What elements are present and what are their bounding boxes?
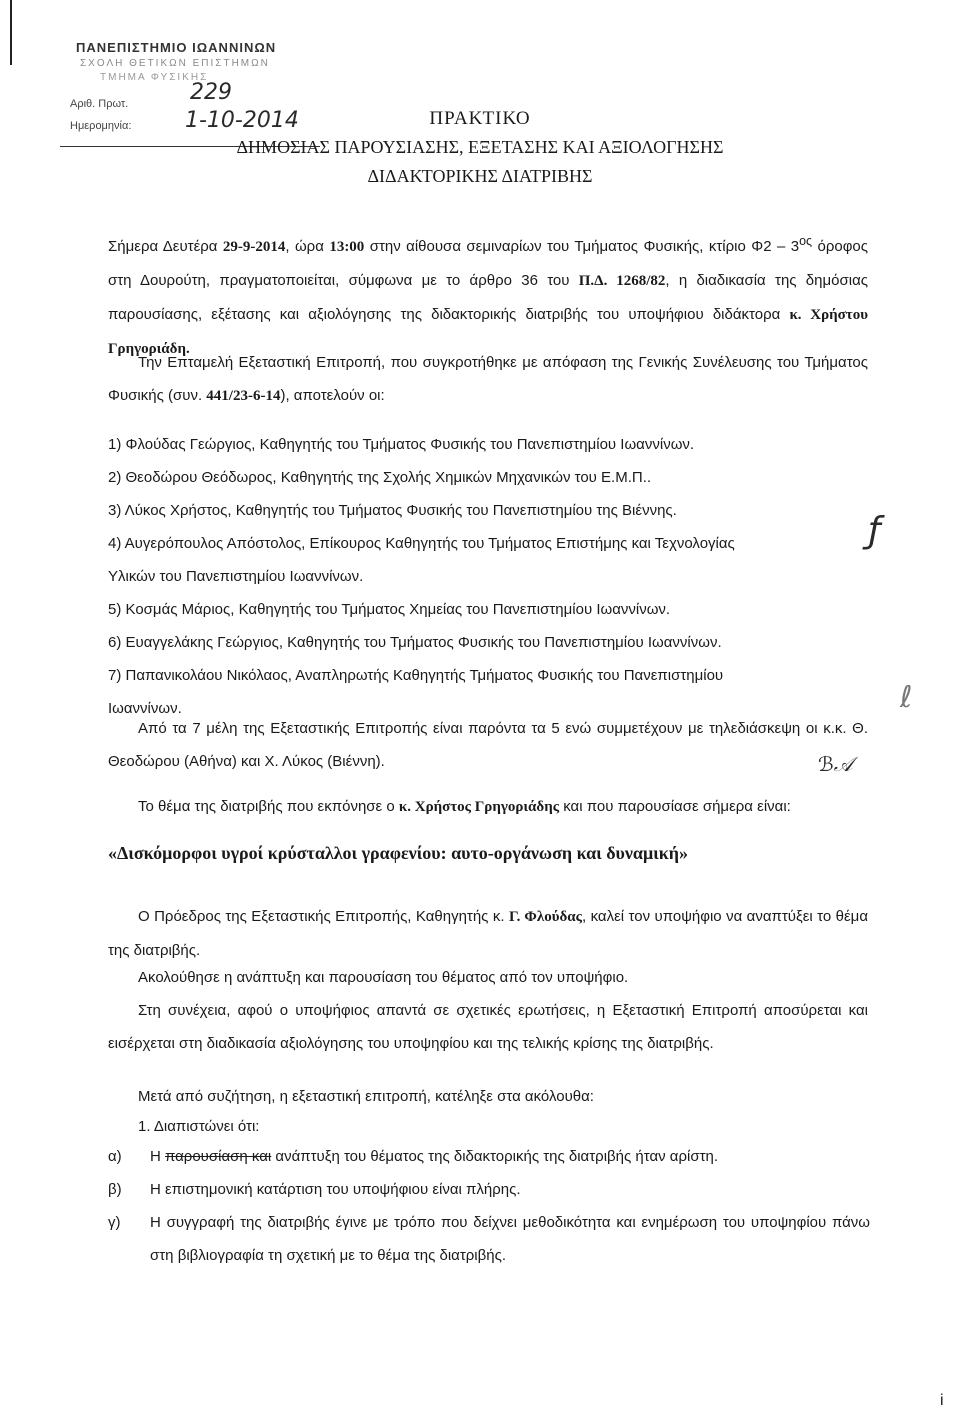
struck-text: παρουσίαση και [165,1148,272,1165]
text: ), αποτελούν οι: [280,387,385,404]
presentation-paragraph: Ακολούθησε η ανάπτυξη και παρουσίαση του θέματος από τον υποψήφιο. [138,969,629,986]
committee-member: 7) Παπανικολάου Νικόλαος, Αναπληρωτής Καθηγητής Τμήματος Φυσικής του Πανεπιστημίου [108,667,724,684]
text: Την Επταμελή Εξεταστική Επιτροπή, που συγκροτήθηκε με απόφαση της Γενικής Συνέλευσης του Τμήματος Φυσικής (συν. [108,354,868,404]
signature-scribble: ℓ [900,680,913,715]
superscript: ος [799,234,813,248]
finding-item [0,1140,960,1173]
text: στην αίθουσα σεμιναρίων του Τμήματος Φυσικής, κτίριο Φ2 – 3 [364,238,800,255]
finding-text [150,1140,870,1173]
text: Η [150,1148,165,1165]
finding-item [0,1206,960,1272]
text: και που παρουσίασε σήμερα είναι: [559,798,791,815]
document-subtitle: ΔΗΜΟΣΙΑΣ ΠΑΡΟΥΣΙΑΣΗΣ, ΕΞΕΤΑΣΗΣ ΚΑΙ ΑΞΙΟΛΟΓΗΣΗΣ [236,137,724,157]
text: , η διαδικασία της δημόσιας παρουσίασης, εξέτασης και αξιολόγησης της διδακτορικής διατριβής του υποψήφιου διδάκτορα [108,272,868,323]
topic-intro-paragraph [108,790,868,824]
protocol-number: 229 [190,80,232,105]
chair-name: Γ. Φλούδας [508,909,583,925]
stamp-line-department: ΤΜΗΜΑ ΦΥΣΙΚΗΣ [100,72,209,83]
meeting-reference: 441/23-6-14 [206,388,281,404]
meeting-date: 29-9-2014 [222,239,286,255]
text: Το θέμα της διατριβής που εκπόνησε ο [138,798,399,815]
finding-letter: β) [108,1181,122,1198]
committee-list [108,428,868,725]
candidate-name: κ. Χρήστος Γρηγοριάδης [398,799,560,815]
stamp-line-school: ΣΧΟΛΗ ΘΕΤΙΚΩΝ ΕΠΙΣΤΗΜΩΝ [80,58,270,69]
committee-member: 6) Ευαγγελάκης Γεώργιος, Καθηγητής του Τμήματος Φυσικής του Πανεπιστημίου Ιωαννίνων. [108,634,722,651]
committee-intro-paragraph [108,346,868,413]
signature-mark: ƒ [868,510,881,551]
finding-item [0,1173,960,1206]
finding-text: Η επιστημονική κατάρτιση του υποψήφιου είναι πλήρης. [150,1181,521,1198]
committee-member-cont: Υλικών του Πανεπιστημίου Ιωαννίνων. [108,568,364,585]
text: ανάπτυξη του θέματος της διδακτορικής της διατριβής ήταν αρίστη. [271,1148,719,1165]
committee-member: 4) Αυγερόπουλος Απόστολος, Επίκουρος Καθηγητής του Τμήματος Επιστήμης και Τεχνολογίας [108,535,735,552]
intro-paragraph [108,225,868,366]
page-number: i [940,1392,944,1409]
conclusion-paragraph: Μετά από συζήτηση, η εξεταστική επιτροπή, κατέληξε στα ακόλουθα: [138,1088,594,1105]
committee-member-cont: Ιωαννίνων. [108,700,182,717]
finding-heading: 1. Διαπιστώνει ότι: [138,1118,260,1135]
deliberation-paragraph: Στη συνέχεια, αφού ο υποψήφιος απαντά σε σχετικές ερωτήσεις, η Εξεταστική Επιτροπή αποσύρεται και εισέρχεται στη διαδικασία αξιολόγησης του υποψηφίου και της τελικής κρίσης της διατριβής. [108,1002,868,1052]
thesis-title: «Δισκόμορφοι υγροί κρύσταλλοι γραφενίου: αυτο-οργάνωση και δυναμική» [108,843,688,863]
candidate-name: κ. Χρήστου Γρηγοριάδη. [108,307,868,357]
margin-line [10,0,12,65]
document-title: ΠΡΑΚΤΙΚΟ [429,108,531,129]
text: Ο Πρόεδρος της Εξεταστικής Επιτροπής, Καθηγητής κ. [138,908,509,925]
meeting-time: 13:00 [329,239,365,255]
chair-paragraph [108,900,868,967]
finding-letter: γ) [108,1214,121,1231]
text: όροφος στη Δουρούτη, πραγματοποιείται, σύμφωνα με το άρθρο 36 του [108,238,868,289]
finding-letter: α) [108,1148,122,1165]
stamp-line-university: ΠΑΝΕΠΙΣΤΗΜΙΟ ΙΩΑΝΝΙΝΩΝ [76,40,277,55]
committee-member: 3) Λύκος Χρήστος, Καθηγητής του Τμήματος Φυσικής του Πανεπιστημίου της Βιέννης. [108,502,677,519]
findings-list [0,1140,960,1272]
signature-initials: ℬ𝒜 [818,752,853,776]
committee-member: 1) Φλούδας Γεώργιος, Καθηγητής του Τμήματος Φυσικής του Πανεπιστημίου Ιωαννίνων. [108,436,695,453]
finding-text: Η συγγραφή της διατριβής έγινε με τρόπο που δείχνει μεθοδικότητα και ενημέρωση του υποψηφίου πάνω στη βιβλιογραφία τη σχετική με το θέμα της διατριβής. [150,1214,870,1264]
text: , καλεί τον υποψήφιο να αναπτύξει το θέμα της διατριβής. [108,908,868,959]
text: , ώρα [285,238,330,255]
protocol-date: 1-10-2014 [185,108,299,133]
law-reference: Π.Δ. 1268/82 [578,273,666,289]
stamp-date-label: Ημερομηνία: [70,120,132,132]
committee-member: 5) Κοσμάς Μάριος, Καθηγητής του Τμήματος Χημείας του Πανεπιστημίου Ιωαννίνων. [108,601,671,618]
text: Σήμερα Δευτέρα [108,238,223,255]
stamp-protocol-label: Αριθ. Πρωτ. [70,98,129,110]
committee-member: 2) Θεοδώρου Θεόδωρος, Καθηγητής της Σχολής Χημικών Μηχανικών του Ε.Μ.Π.. [108,469,652,486]
presence-paragraph: Από τα 7 μέλη της Εξεταστικής Επιτροπής είναι παρόντα τα 5 ενώ συμμετέχουν με τηλεδιάσκεψη οι κ.κ. Θ. Θεοδώρου (Αθήνα) και Χ. Λύκος (Βιέννη). [108,720,868,770]
document-subtitle-2: ΔΙΔΑΚΤΟΡΙΚΗΣ ΔΙΑΤΡΙΒΗΣ [367,166,593,186]
